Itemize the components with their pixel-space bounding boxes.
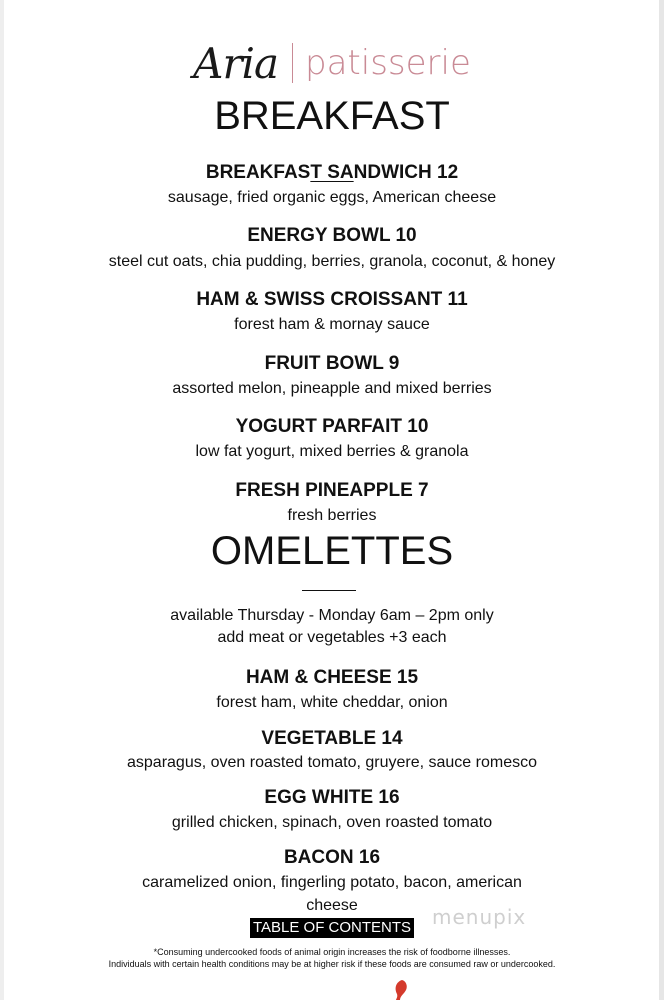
logo-patisserie-text: patisserie [305,43,471,83]
menu-item-desc: forest ham, white cheddar, onion [216,694,448,711]
menu-item-name: ENERGY BOWL 10 [247,225,417,246]
menu-item-name: BACON 16 [283,847,381,868]
menu-item-desc-continued: cheese [306,897,358,914]
menu-item-name: VEGETABLE 14 [261,728,403,749]
menu-item-name [0,161,664,185]
menu-item-desc: caramelized onion, fingerling potato, bacon, american [142,874,522,891]
disclaimer-line-2: Individuals with certain health conditions may be at higher risk if these foods are consumed raw or undercooked. [108,959,556,969]
menu-item-name: EGG WHITE 16 [264,787,400,808]
menu-item-desc: fresh berries [287,507,377,524]
menu-item-desc: grilled chicken, spinach, oven roasted tomato [171,814,493,831]
menu-item-name: HAM & CHEESE 15 [245,667,419,688]
availability-note: available Thursday - Monday 6am – 2pm only [170,607,494,624]
section-divider [302,590,356,591]
menu-item-desc: low fat yogurt, mixed berries & granola [195,443,469,460]
table-of-contents-link[interactable]: TABLE OF CONTENTS [250,918,414,938]
disclaimer-line-1: *Consuming undercooked foods of animal origin increases the risk of foodborne illnesses. [153,947,511,957]
menu-item-name: FRESH PINEAPPLE 7 [235,480,429,501]
brand-logo [0,30,664,96]
logo-aria-text: Aria [193,38,278,88]
menu-item-name: YOGURT PARFAIT 10 [235,416,429,437]
menu-item-desc: forest ham & mornay sauce [234,316,430,333]
logo-divider [292,43,293,83]
menu-item-name: HAM & SWISS CROISSANT 11 [196,289,468,310]
name-part: NDWICH 12 [353,162,459,183]
addon-note: add meat or vegetables +3 each [217,629,447,646]
menu-item-desc: sausage, fried organic eggs, American cheese [167,189,497,206]
name-part-underlined: T SA [310,162,354,183]
toc-container [0,918,664,938]
menu-item-desc: assorted melon, pineapple and mixed berries [172,380,492,397]
omelettes-heading: OMELETTES [210,529,454,573]
menu-item-name: FRUIT BOWL 9 [264,353,400,374]
breakfast-heading: BREAKFAST [214,94,450,138]
menu-item-desc: asparagus, oven roasted tomato, gruyere, sauce romesco [127,754,537,771]
menu-item-desc: steel cut oats, chia pudding, berries, granola, coconut, & honey [108,253,556,270]
watermark-text: menupix [432,905,527,929]
name-part: BREAKFAS [205,162,311,183]
red-brand-mark-icon [390,978,410,1000]
